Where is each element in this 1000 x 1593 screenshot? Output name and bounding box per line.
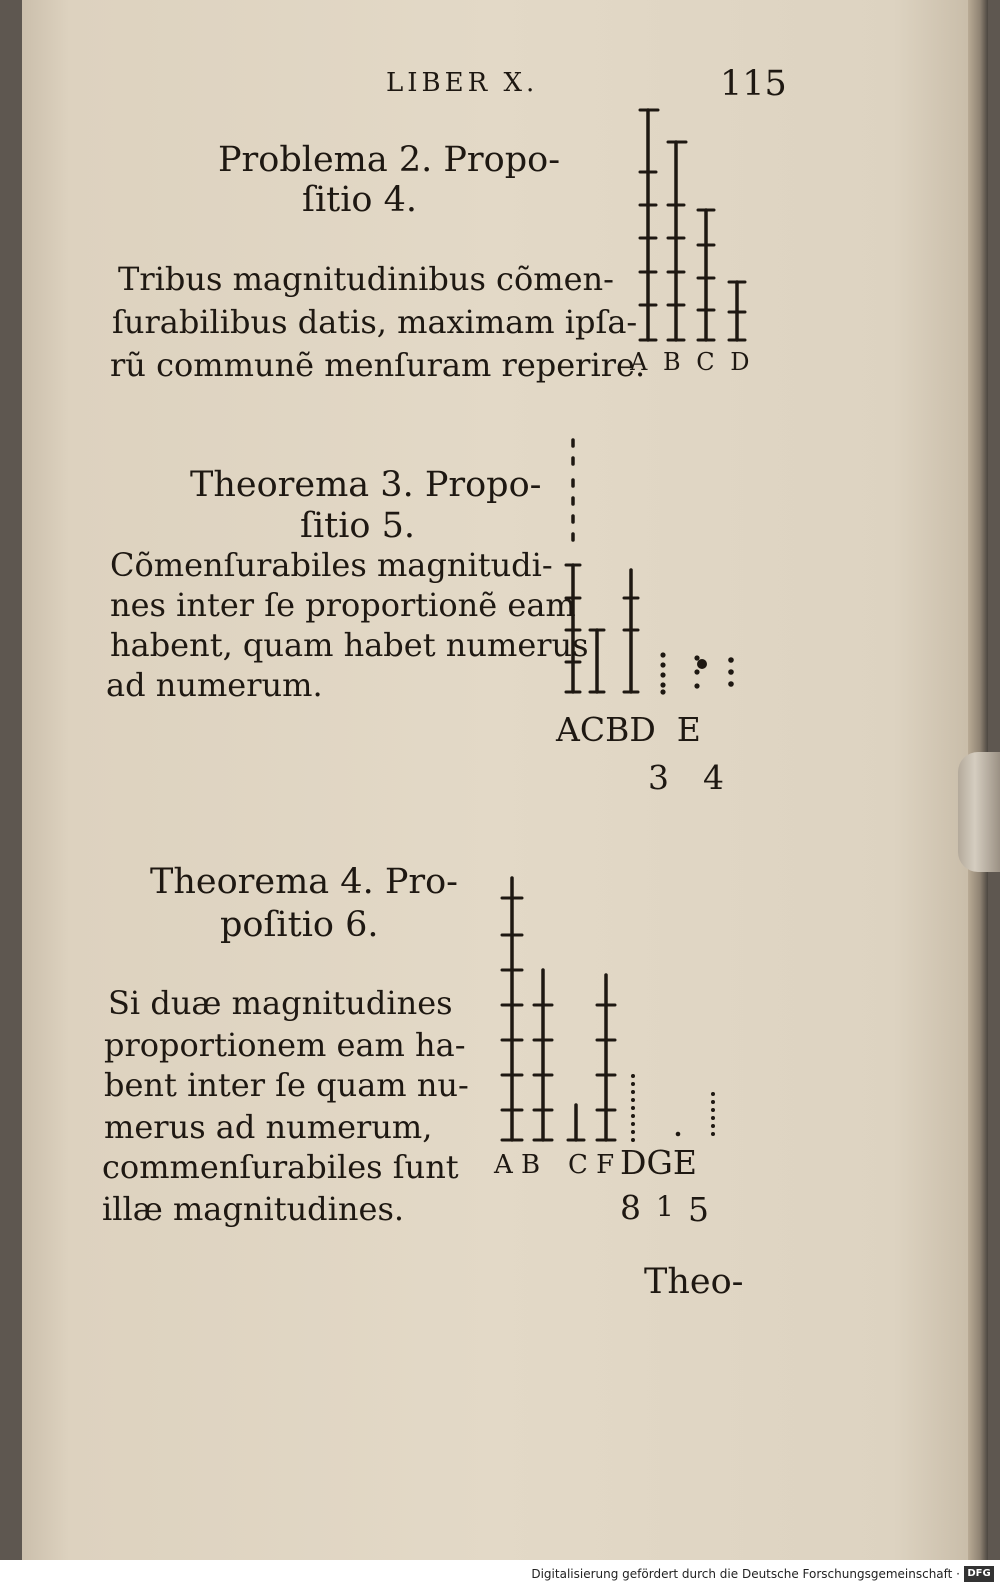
dfg-logo-icon: DFG: [964, 1566, 994, 1582]
figure-2-labels: ACBD E: [556, 710, 701, 749]
section-2-body-line-1: Cõmenſurabiles magnitudi-: [110, 546, 553, 584]
section-2-heading-line-2: ſitio 5.: [300, 506, 415, 546]
section-3-heading-line-2: poſitio 6.: [220, 905, 379, 945]
figure-3-label-dge: DGE: [620, 1143, 697, 1182]
section-3-body-line-2: proportionem eam ha-: [104, 1026, 466, 1064]
section-2-body-line-4: ad numerum.: [106, 666, 323, 704]
figure-3-number-1: 1: [656, 1190, 674, 1223]
figure-3-number-8: 8: [620, 1188, 641, 1227]
section-3-body-line-6: illæ magnitudines.: [102, 1190, 405, 1228]
section-3-body-line-3: bent inter ſe quam nu-: [104, 1066, 469, 1104]
running-head: LIBER X.: [386, 68, 539, 98]
figure-dots: [631, 652, 734, 1142]
section-2-heading-line-1: Theorema 3. Propo-: [190, 465, 542, 505]
figure-3-label-cf: C F: [568, 1150, 615, 1180]
section-1-body-line-2: ſurabilibus datis, maximam ipſa-: [112, 303, 638, 341]
figure-3-lines: [512, 878, 606, 1140]
section-3-body-line-4: merus ad numerum,: [104, 1108, 433, 1146]
figure-3-number-5: 5: [688, 1190, 709, 1229]
section-2-body-line-2: nes inter ſe proportionẽ eam: [110, 586, 576, 624]
digitization-footer: [0, 1560, 1000, 1593]
figure-3-ticks: [502, 898, 615, 1140]
section-1-heading-line-2: ſitio 4.: [302, 180, 417, 220]
figure-1-ticks: [640, 110, 745, 340]
section-1-heading-line-1: Problema 2. Propo-: [218, 140, 561, 180]
figure-1-labels: A B C D: [630, 348, 754, 376]
footer-credit: Digitalisierung gefördert durch die Deutsche Forschungsgemeinschaft ·: [531, 1567, 960, 1581]
figure-1-lines: [648, 110, 737, 340]
section-2-body-line-3: habent, quam habet numerus: [110, 626, 589, 664]
section-3-body-line-1: Si duæ magnitudines: [108, 984, 453, 1022]
figure-2-number-4: 4: [703, 758, 724, 797]
section-1-body-line-1: Tribus magnitudinibus cõmen-: [118, 260, 614, 298]
page-number: 115: [720, 64, 787, 104]
section-3-body-line-5: commenſurabiles ſunt: [102, 1148, 459, 1186]
figure-2-ticks: [566, 565, 638, 692]
section-3-heading-line-1: Theorema 4. Pro-: [150, 862, 458, 902]
section-1-body-line-3: rũ communẽ menſuram reperire.: [110, 346, 646, 384]
figure-3-label-ab: A B: [494, 1150, 541, 1180]
figure-2-number-3: 3: [648, 758, 669, 797]
catchword: Theo-: [644, 1262, 744, 1302]
figure-2-lines: [573, 440, 631, 692]
